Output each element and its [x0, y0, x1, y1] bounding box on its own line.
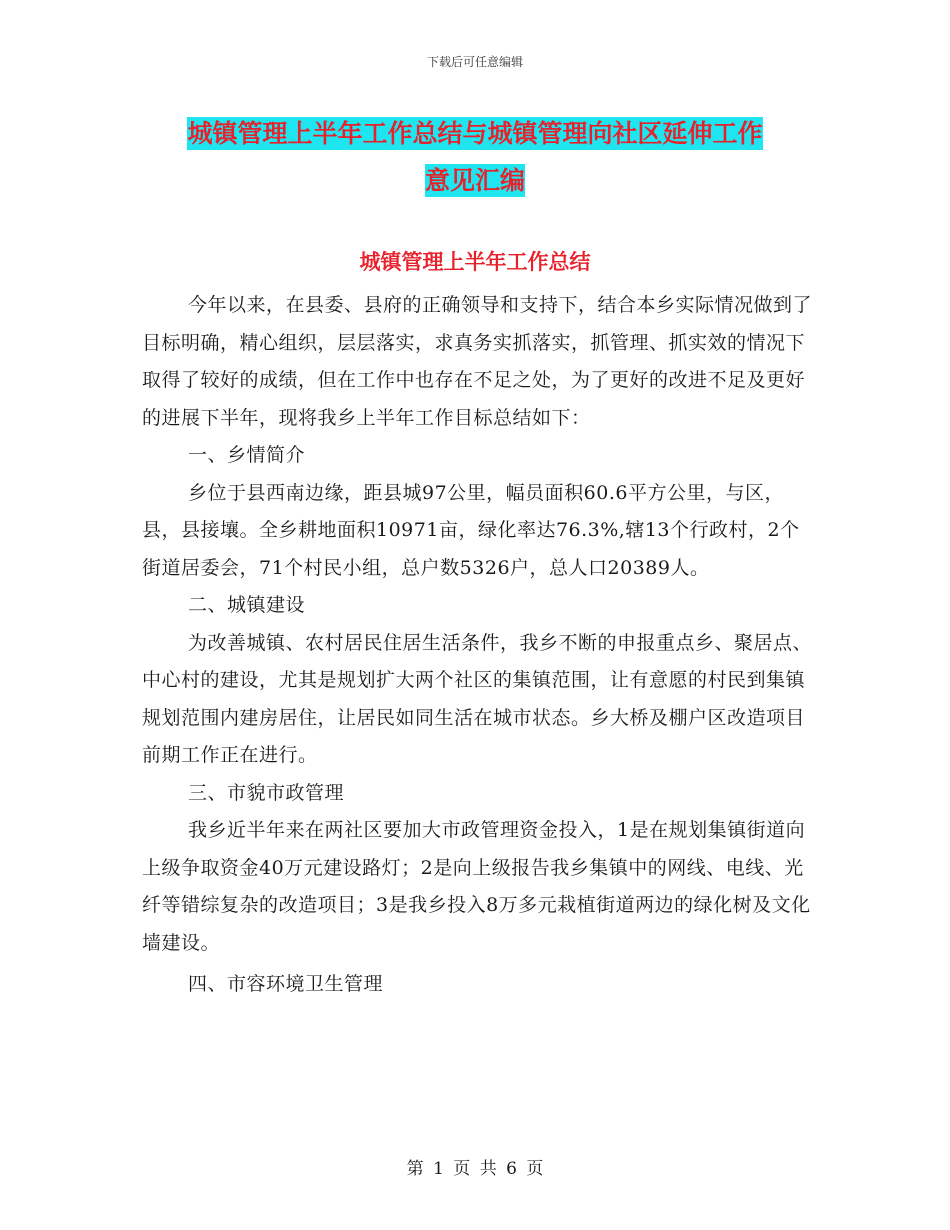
heading-municipal-management: 三、市貌市政管理: [188, 781, 345, 804]
heading-sanitation-management: 四、市容环境卫生管理: [188, 973, 384, 995]
document-title-line-1: 城镇管理上半年工作总结与城镇管理向社区延伸工作: [187, 119, 763, 148]
section-title: 城镇管理上半年工作总结: [359, 250, 591, 274]
page-header-note: 下载后可任意编辑: [426, 55, 523, 69]
heading-town-construction: 二、城镇建设: [188, 594, 306, 616]
paragraph-town-construction: 为改善城镇、农村居民住居生活条件，我乡不断的申报重点乡、聚居点、中心村的建设，尤其是规划扩大两个社区的集镇范围，让有意愿的村民到集镇规划范围内建房居住，让居民如同生活在城市状态。乡大桥及棚户区改造项目前期工作正在进行。: [142, 631, 813, 766]
paragraph-intro: 今年以来，在县委、县府的正确领导和支持下，结合本乡实际情况做到了目标明确，精心组织，层层落实，求真务实抓落实，抓管理、抓实效的情况下取得了较好的成绩，但在工作中也存在不足之处，为了更好的改进不足及更好的进展下半年，现将我乡上半年工作目标总结如下：: [142, 294, 813, 429]
paragraph-township-overview: 乡位于县西南边缘，距县城97公里，幅员面积60.6平方公里，与区，县，县接壤。全乡耕地面积10971亩，绿化率达76.3%,辖13个行政村，2个街道居委会，71个村民小组，总户数5326户，总人口20389人。: [142, 481, 800, 579]
page-footer: 第 1 页 共 6 页: [406, 1159, 544, 1179]
document-title: [0, 110, 950, 204]
document-title-line-2: 意见汇编: [424, 166, 525, 195]
paragraph-municipal-management: 我乡近半年来在两社区要加大市政管理资金投入，1是在规划集镇街道向上级争取资金40万元建设路灯；2是向上级报告我乡集镇中的网线、电线、光纤等错综复杂的改造项目；3是我乡投入8万多元栽植街道两边的绿化树及文化墙建设。: [142, 819, 811, 954]
document-body: [142, 287, 812, 1004]
heading-township-overview: 一、乡情简介: [188, 444, 306, 466]
